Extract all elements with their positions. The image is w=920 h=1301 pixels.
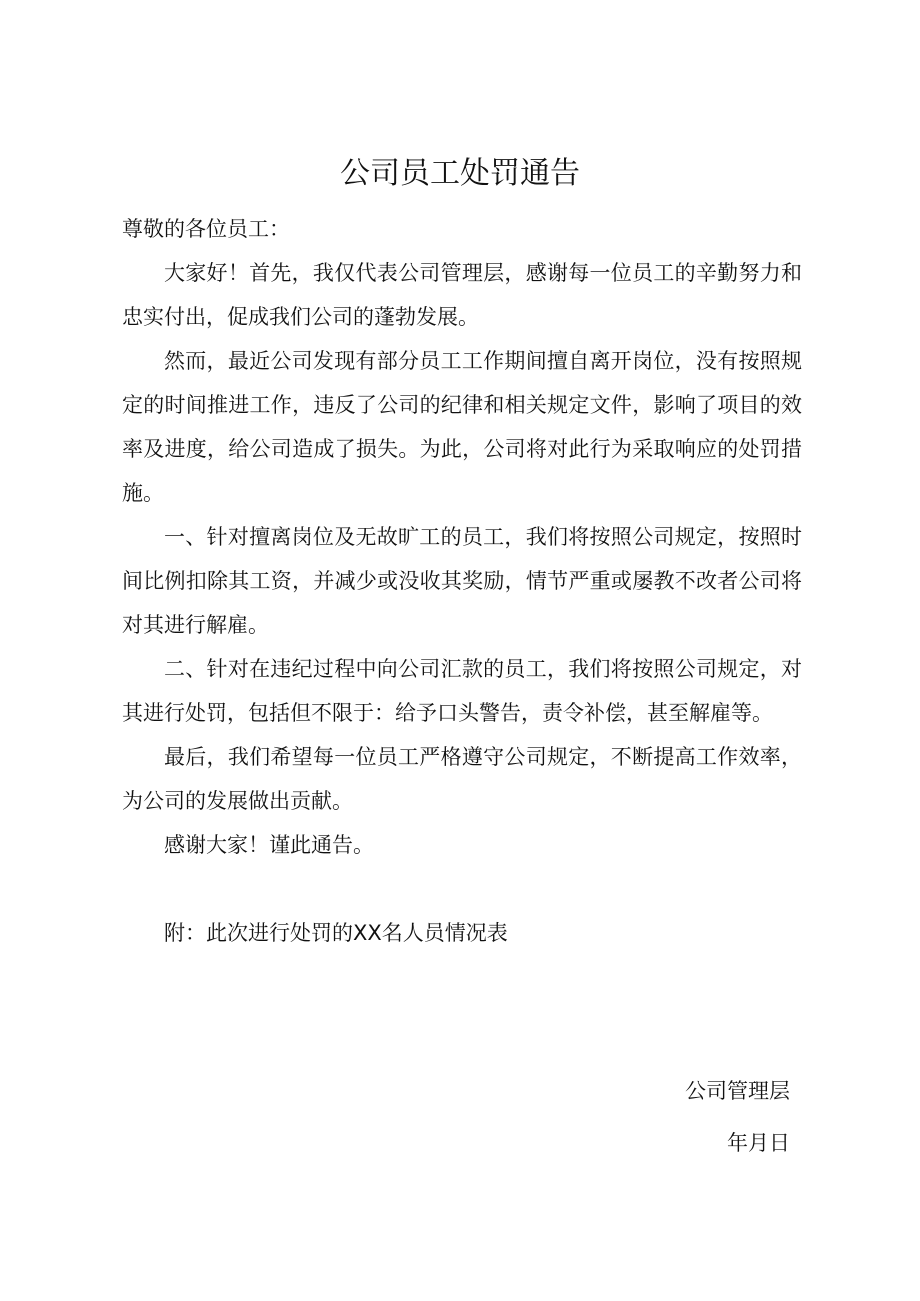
- salutation: 尊敬的各位员工：: [122, 217, 290, 241]
- paragraph-issue: 然而，最近公司发现有部分员工工作期间擅自离开岗位，没有按照规定的时间推进工作，违反了公司的纪律和相关规定文件，影响了项目的效率及进度，给公司造成了损失。为此，公司将对此行为采取响应的处罚措施。: [122, 349, 802, 505]
- signature-date: 年月日: [727, 1131, 790, 1155]
- paragraph-rule-1: 一、针对擅离岗位及无故旷工的员工，我们将按照公司规定，按照时间比例扣除其工资，并减少或没收其奖励，情节严重或屡教不改者公司将对其进行解雇。: [122, 525, 802, 637]
- attachment-note: 附：此次进行处罚的XX名人员情况表: [164, 921, 508, 945]
- paragraph-greeting: 大家好！首先，我仅代表公司管理层，感谢每一位员工的辛勤努力和忠实付出，促成我们公司的蓬勃发展。: [122, 261, 802, 329]
- signature-organization: 公司管理层: [685, 1079, 790, 1103]
- paragraph-thanks: 感谢大家！谨此通告。: [164, 833, 374, 857]
- paragraph-closing: 最后，我们希望每一位员工严格遵守公司规定，不断提高工作效率，为公司的发展做出贡献。: [122, 745, 802, 813]
- document-body: [122, 207, 802, 955]
- document-title: 公司员工处罚通告: [340, 156, 580, 191]
- paragraph-rule-2: 二、针对在违纪过程中向公司汇款的员工，我们将按照公司规定，对其进行处罚，包括但不限于：给予口头警告，责令补偿，甚至解雇等。: [122, 657, 802, 725]
